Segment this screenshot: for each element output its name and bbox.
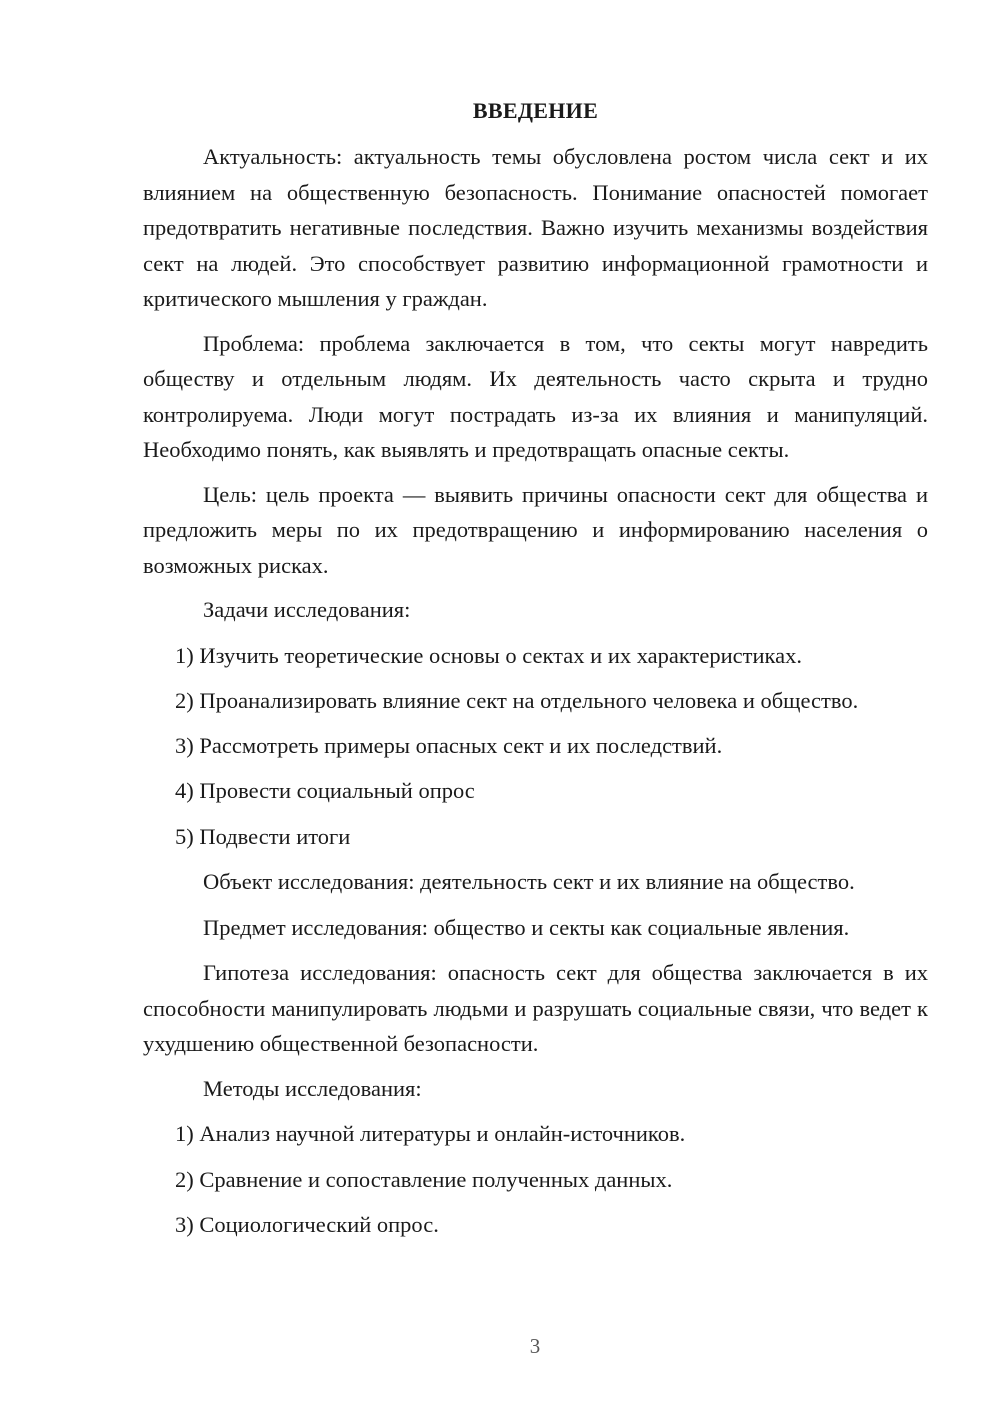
task-item: 3) Рассмотреть примеры опасных сект и их последствий.	[175, 732, 723, 758]
method-item: 1) Анализ научной литературы и онлайн-источников.	[175, 1121, 686, 1146]
methods-heading: Методы исследования:	[203, 1075, 422, 1101]
method-item: 3) Социологический опрос.	[175, 1212, 439, 1237]
tasks-heading: Задачи исследования:	[203, 597, 411, 622]
paragraph-subject: Предмет исследования: общество и секты как социальные явления.	[203, 914, 850, 940]
paragraph-problem: Проблема: проблема заключается в том, что секты могут навредить обществу и отдельным людям. Их деятельность часто скрыта и трудно контролируема. Люди могут пострадать из-за их влияния и манипуляций. Необходимо понять, как выявлять и предотвращать опасные секты.	[143, 330, 928, 462]
section-title: ВВЕДЕНИЕ	[472, 98, 599, 123]
paragraph-object: Объект исследования: деятельность сект и их влияние на общество.	[203, 869, 855, 894]
paragraph-hypothesis: Гипотеза исследования: опасность сект для общества заключается в их способности манипулировать людьми и разрушать социальные связи, что ведет к ухудшению общественной безопасности.	[143, 960, 928, 1056]
task-item: 1) Изучить теоретические основы о сектах и их характеристиках.	[175, 642, 802, 668]
task-item: 2) Проанализировать влияние сект на отдельного человека и общество.	[175, 688, 859, 713]
page-number: 3	[529, 1334, 541, 1358]
method-item: 2) Сравнение и сопоставление полученных данных.	[175, 1166, 673, 1192]
task-item: 5) Подвести итоги	[175, 823, 351, 849]
paragraph-goal: Цель: цель проекта — выявить причины опасности сект для общества и предложить меры по их предотвращению и информированию населения о возможных рисках.	[143, 481, 928, 578]
task-item: 4) Провести социальный опрос	[175, 778, 475, 803]
paragraph-relevance: Актуальность: актуальность темы обусловлена ростом числа сект и их влиянием на общественную безопасность. Понимание опасностей помогает предотвратить негативные последствия. Важно изучить механизмы воздействия сект на людей. Это способствует развитию информационной грамотности и критического мышления у граждан.	[143, 144, 928, 311]
page-content	[143, 96, 928, 1253]
